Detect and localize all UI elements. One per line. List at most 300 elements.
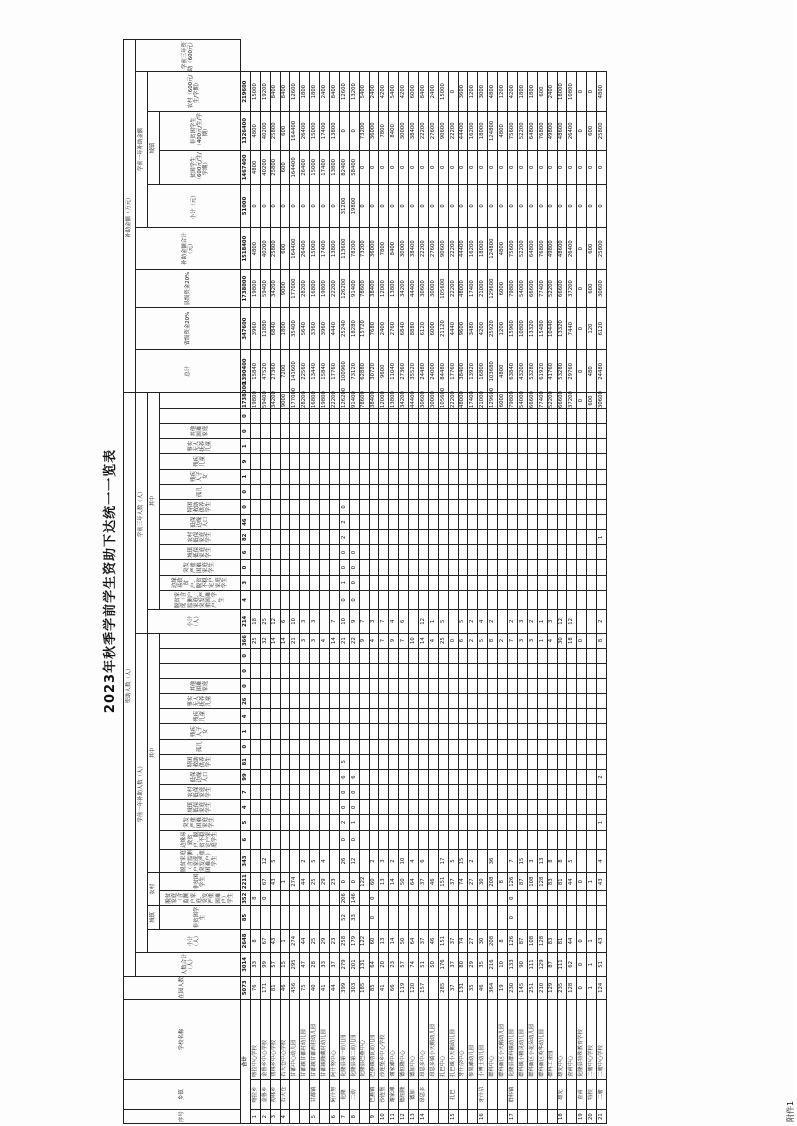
- row-cell: 82400: [339, 150, 349, 184]
- header-county-fund: 县级资金20%: [136, 270, 241, 307]
- row-cell: 15480: [537, 307, 547, 350]
- row-cell: [458, 800, 468, 815]
- row-cell: 46: [428, 929, 438, 952]
- table-row: [488, 40, 498, 1124]
- row-cell: 4800: [597, 72, 607, 112]
- row-cell: [260, 575, 270, 590]
- row-cell: [409, 754, 419, 769]
- row-cell: [428, 694, 438, 709]
- row-cell: [478, 830, 488, 849]
- row-cell: [419, 739, 429, 754]
- row-cell: 78200: [349, 227, 359, 270]
- table-row: [349, 40, 359, 1124]
- row-cell: 52200: [517, 227, 527, 270]
- row-cell: 37: [419, 873, 429, 891]
- row-cell: [478, 678, 488, 693]
- row-cell: [587, 545, 597, 560]
- row-cell: [547, 800, 557, 815]
- row-cell: [320, 663, 330, 678]
- row-cell: 87: [517, 929, 527, 952]
- row-seq: 21: [597, 1110, 607, 1124]
- header-special-aid-3: 特困救助供养学生: [160, 499, 241, 514]
- row-cell: [409, 906, 419, 929]
- total-cell: 9: [241, 454, 251, 469]
- row-cell: [468, 694, 478, 709]
- total-cell: 0: [241, 678, 251, 693]
- row-cell: [508, 800, 518, 815]
- row-cell: [597, 648, 607, 663]
- row-cell: 0: [409, 150, 419, 184]
- row-cell: [547, 439, 557, 454]
- row-cell: 3480: [468, 307, 478, 350]
- row-cell: 15960: [508, 307, 518, 350]
- row-cell: [409, 515, 419, 530]
- row-cell: [389, 800, 399, 815]
- row-seq: 11: [389, 1110, 399, 1124]
- row-cell: [527, 906, 537, 929]
- row-cell: [250, 678, 260, 693]
- row-town: [428, 1079, 438, 1109]
- row-cell: [290, 891, 300, 906]
- row-cell: 0: [438, 185, 448, 228]
- row-cell: 176: [438, 953, 448, 976]
- row-cell: 15: [458, 849, 468, 872]
- row-cell: [310, 830, 320, 849]
- row-cell: [310, 709, 320, 724]
- row-cell: [527, 408, 537, 423]
- row-cell: 3960: [320, 307, 330, 350]
- row-cell: [409, 484, 419, 499]
- row-cell: [488, 739, 498, 754]
- row-cell: 131: [458, 976, 468, 999]
- row-school: 初林乡中心学校: [270, 1000, 280, 1080]
- total-cell: 1467400: [241, 150, 251, 184]
- row-cell: [270, 648, 280, 663]
- row-cell: [458, 739, 468, 754]
- row-cell: [310, 754, 320, 769]
- row-cell: 2400: [547, 72, 557, 112]
- row-cell: [448, 469, 458, 484]
- row-cell: [587, 906, 597, 929]
- row-cell: 5: [458, 610, 468, 633]
- row-cell: [369, 439, 379, 454]
- row-cell: [587, 439, 597, 454]
- row-cell: [557, 739, 567, 754]
- row-town: 阿什努: [330, 1079, 340, 1109]
- row-cell: [508, 499, 518, 514]
- row-cell: [537, 724, 547, 739]
- row-cell: 4200: [478, 307, 488, 350]
- row-cell: [389, 815, 399, 830]
- row-cell: [488, 694, 498, 709]
- row-cell: [537, 678, 547, 693]
- row-cell: [468, 891, 478, 906]
- row-cell: [389, 906, 399, 929]
- row-cell: 131: [359, 953, 369, 976]
- row-cell: [468, 424, 478, 439]
- row-cell: [557, 408, 567, 423]
- row-cell: 177000: [290, 270, 300, 307]
- row-cell: [468, 469, 478, 484]
- row-cell: [389, 499, 399, 514]
- row-cell: 30600: [419, 393, 429, 409]
- row-school: 巴燕镇塔瓦幼儿园: [369, 1000, 379, 1080]
- row-cell: [517, 678, 527, 693]
- row-cell: 3600: [458, 72, 468, 112]
- row-cell: 6000: [409, 72, 419, 112]
- row-cell: 128: [567, 976, 577, 999]
- row-cell: 105600: [438, 270, 448, 307]
- row-cell: [587, 424, 597, 439]
- row-cell: [577, 648, 587, 663]
- row-cell: [517, 663, 527, 678]
- row-cell: [349, 648, 359, 663]
- row-cell: [438, 454, 448, 469]
- row-cell: [448, 830, 458, 849]
- row-cell: [508, 575, 518, 590]
- row-cell: [270, 469, 280, 484]
- header-town: 乡镇: [124, 1079, 241, 1109]
- row-cell: [587, 769, 597, 784]
- row-cell: [379, 906, 389, 929]
- row-cell: [320, 678, 330, 693]
- row-cell: [587, 815, 597, 830]
- row-cell: [498, 754, 508, 769]
- row-cell: 0: [369, 185, 379, 228]
- row-cell: [379, 560, 389, 575]
- row-cell: [419, 815, 429, 830]
- row-cell: 5640: [300, 307, 310, 350]
- row-cell: 49800: [547, 227, 557, 270]
- row-cell: [379, 545, 389, 560]
- row-cell: 11040: [389, 350, 399, 393]
- header-seq: 序号: [124, 1110, 241, 1124]
- row-cell: [557, 590, 567, 609]
- row-cell: [527, 469, 537, 484]
- table-row: [428, 40, 438, 1124]
- total-cell: 2648: [241, 929, 251, 952]
- row-cell: 0: [567, 150, 577, 184]
- table-row: [389, 40, 399, 1124]
- row-cell: 25: [310, 873, 320, 891]
- row-cell: [537, 454, 547, 469]
- row-cell: [428, 515, 438, 530]
- row-cell: [478, 694, 488, 709]
- row-cell: [419, 424, 429, 439]
- row-cell: 34200: [399, 270, 409, 307]
- row-cell: [250, 739, 260, 754]
- row-cell: [557, 709, 567, 724]
- row-school: 群科中心: [488, 1000, 498, 1080]
- row-cell: [250, 724, 260, 739]
- row-cell: 3: [547, 610, 557, 633]
- row-cell: 16800: [478, 350, 488, 393]
- row-cell: [379, 515, 389, 530]
- row-cell: [290, 663, 300, 678]
- row-seq: 9: [369, 1110, 379, 1124]
- row-cell: 0: [359, 185, 369, 228]
- row-cell: 15000: [250, 72, 260, 112]
- row-cell: [290, 454, 300, 469]
- row-cell: [557, 754, 567, 769]
- row-cell: [468, 530, 478, 545]
- row-cell: [330, 815, 340, 830]
- row-cell: [359, 754, 369, 769]
- row-cell: [399, 499, 409, 514]
- row-cell: [547, 830, 557, 849]
- row-cell: [537, 560, 547, 575]
- row-cell: 1: [349, 815, 359, 830]
- row-cell: [577, 769, 587, 784]
- row-cell: [349, 439, 359, 454]
- row-cell: [428, 815, 438, 830]
- row-cell: [349, 484, 359, 499]
- row-cell: 111: [527, 953, 537, 976]
- row-cell: [250, 530, 260, 545]
- row-seq: 16: [478, 1110, 488, 1124]
- row-seq: 12: [399, 1110, 409, 1124]
- row-cell: [448, 424, 458, 439]
- row-cell: [280, 454, 290, 469]
- row-cell: 25800: [270, 150, 280, 184]
- row-cell: [330, 724, 340, 739]
- row-cell: 15720: [359, 307, 369, 350]
- row-cell: 0: [379, 185, 389, 228]
- row-cell: [557, 891, 567, 906]
- row-cell: 0: [527, 185, 537, 228]
- row-cell: 0: [419, 150, 429, 184]
- row-cell: [300, 545, 310, 560]
- row-cell: [527, 530, 537, 545]
- row-cell: 37: [448, 976, 458, 999]
- row-cell: [537, 694, 547, 709]
- row-cell: [399, 754, 409, 769]
- row-cell: 145: [517, 976, 527, 999]
- row-town: [567, 1079, 577, 1109]
- total-cell: 46: [241, 515, 251, 530]
- row-cell: 66: [389, 976, 399, 999]
- row-cell: [527, 724, 537, 739]
- row-cell: [488, 800, 498, 815]
- row-cell: 2: [498, 633, 508, 648]
- row-cell: [458, 454, 468, 469]
- row-town: [320, 1079, 330, 1109]
- row-cell: 399: [339, 976, 349, 999]
- row-cell: [260, 709, 270, 724]
- row-cell: [260, 800, 270, 815]
- header-subtotal-3: 小计（人）: [148, 610, 241, 633]
- row-cell: 0: [458, 185, 468, 228]
- row-cell: 28: [310, 953, 320, 976]
- row-cell: [409, 648, 419, 663]
- header-three-year: 学前三年人数（人）: [136, 393, 148, 633]
- row-cell: [577, 424, 587, 439]
- row-cell: [250, 830, 260, 849]
- row-cell: [389, 560, 399, 575]
- row-cell: [587, 530, 597, 545]
- row-cell: [310, 408, 320, 423]
- table-row: [468, 40, 478, 1124]
- row-cell: [517, 469, 527, 484]
- row-cell: 59400: [260, 393, 270, 409]
- row-cell: [389, 530, 399, 545]
- row-cell: 43: [597, 873, 607, 891]
- row-cell: [527, 709, 537, 724]
- row-cell: [399, 739, 409, 754]
- row-cell: 25800: [270, 112, 280, 151]
- row-cell: 26400: [300, 227, 310, 270]
- row-cell: [419, 408, 429, 423]
- row-cell: [409, 424, 419, 439]
- row-cell: 129600: [488, 393, 498, 409]
- row-cell: [419, 648, 429, 663]
- row-school: 雄先中心: [557, 1000, 567, 1080]
- row-cell: [478, 891, 488, 906]
- row-cell: [587, 800, 597, 815]
- row-cell: [438, 648, 448, 663]
- row-cell: [310, 499, 320, 514]
- row-cell: 2: [339, 515, 349, 530]
- header-poor-3: 脱贫家庭（含监测户家庭、突发严重困难户）学生: [160, 590, 241, 609]
- row-cell: [448, 678, 458, 693]
- row-cell: [567, 724, 577, 739]
- row-cell: 164400: [290, 227, 300, 270]
- row-cell: 295: [290, 953, 300, 976]
- row-cell: [488, 678, 498, 693]
- row-cell: [508, 785, 518, 800]
- row-cell: [428, 976, 438, 999]
- row-cell: [399, 648, 409, 663]
- row-cell: [359, 560, 369, 575]
- row-cell: [300, 590, 310, 609]
- row-cell: [547, 648, 557, 663]
- row-cell: 1: [597, 815, 607, 830]
- row-cell: [597, 785, 607, 800]
- row-cell: [399, 439, 409, 454]
- row-cell: [508, 515, 518, 530]
- row-cell: [498, 739, 508, 754]
- row-cell: [438, 815, 448, 830]
- row-cell: [270, 663, 280, 678]
- row-cell: [527, 785, 537, 800]
- row-cell: [577, 906, 587, 929]
- row-cell: 37: [448, 953, 458, 976]
- row-cell: [438, 694, 448, 709]
- row-cell: 4: [389, 610, 399, 633]
- row-cell: 17: [438, 849, 448, 872]
- row-cell: [517, 545, 527, 560]
- row-cell: [498, 849, 508, 872]
- row-cell: 27600: [428, 227, 438, 270]
- row-cell: [409, 769, 419, 784]
- row-cell: [349, 515, 359, 530]
- row-cell: [557, 785, 567, 800]
- row-cell: 0: [349, 560, 359, 575]
- row-cell: [330, 754, 340, 769]
- row-cell: 4800: [488, 72, 498, 112]
- row-cell: 0: [537, 185, 547, 228]
- row-cell: [349, 663, 359, 678]
- row-cell: [250, 424, 260, 439]
- row-cell: [320, 575, 330, 590]
- row-cell: [349, 754, 359, 769]
- row-cell: 50: [399, 873, 409, 891]
- row-cell: 30000: [428, 270, 438, 307]
- row-cell: [537, 408, 547, 423]
- row-cell: [597, 709, 607, 724]
- row-cell: 1: [280, 873, 290, 891]
- row-cell: 1: [537, 633, 547, 648]
- table-row: [557, 40, 567, 1124]
- row-cell: [577, 454, 587, 469]
- row-cell: 29: [320, 873, 330, 891]
- row-cell: 20: [379, 953, 389, 976]
- row-cell: [379, 408, 389, 423]
- row-cell: [369, 815, 379, 830]
- row-cell: [359, 530, 369, 545]
- row-cell: 1800: [280, 307, 290, 350]
- row-cell: [577, 439, 587, 454]
- row-cell: 8400: [270, 72, 280, 112]
- row-school: 喀拉中心学校: [250, 1000, 260, 1080]
- total-cell: 5: [241, 815, 251, 830]
- table-row: [260, 40, 270, 1124]
- row-cell: [399, 800, 409, 815]
- row-cell: 17400: [320, 150, 330, 184]
- row-seq: [458, 1110, 468, 1124]
- row-cell: [409, 785, 419, 800]
- row-cell: [359, 648, 369, 663]
- row-cell: [379, 439, 389, 454]
- row-cell: [260, 484, 270, 499]
- row-town: 巴燕镇: [369, 1079, 379, 1109]
- row-cell: [577, 663, 587, 678]
- row-cell: [438, 830, 448, 849]
- row-cell: [369, 590, 379, 609]
- row-cell: [517, 454, 527, 469]
- row-cell: 177000: [290, 393, 300, 409]
- row-cell: [399, 678, 409, 693]
- row-seq: 18: [557, 1110, 567, 1124]
- row-cell: 146: [349, 891, 359, 906]
- row-cell: [330, 424, 340, 439]
- row-cell: 77400: [537, 270, 547, 307]
- row-cell: 1800: [310, 72, 320, 112]
- row-cell: [359, 800, 369, 815]
- row-cell: [537, 424, 547, 439]
- row-cell: [359, 849, 369, 872]
- row-cell: [250, 800, 260, 815]
- row-cell: [557, 439, 567, 454]
- row-cell: [547, 454, 557, 469]
- row-cell: 75600: [508, 112, 518, 151]
- row-cell: 14: [389, 929, 399, 952]
- row-cell: 3: [369, 610, 379, 633]
- row-cell: [478, 545, 488, 560]
- row-cell: 2400: [320, 72, 330, 112]
- row-cell: [428, 769, 438, 784]
- row-seq: 17: [508, 1110, 518, 1124]
- row-school: 化隆县群科镇幼儿园: [508, 1000, 518, 1080]
- row-cell: [577, 739, 587, 754]
- row-cell: [428, 590, 438, 609]
- row-cell: [330, 739, 340, 754]
- row-cell: [270, 484, 280, 499]
- header-amount-group: 补助金额（万元）: [124, 40, 136, 393]
- row-town: [527, 1079, 537, 1109]
- row-cell: [448, 724, 458, 739]
- row-cell: [369, 663, 379, 678]
